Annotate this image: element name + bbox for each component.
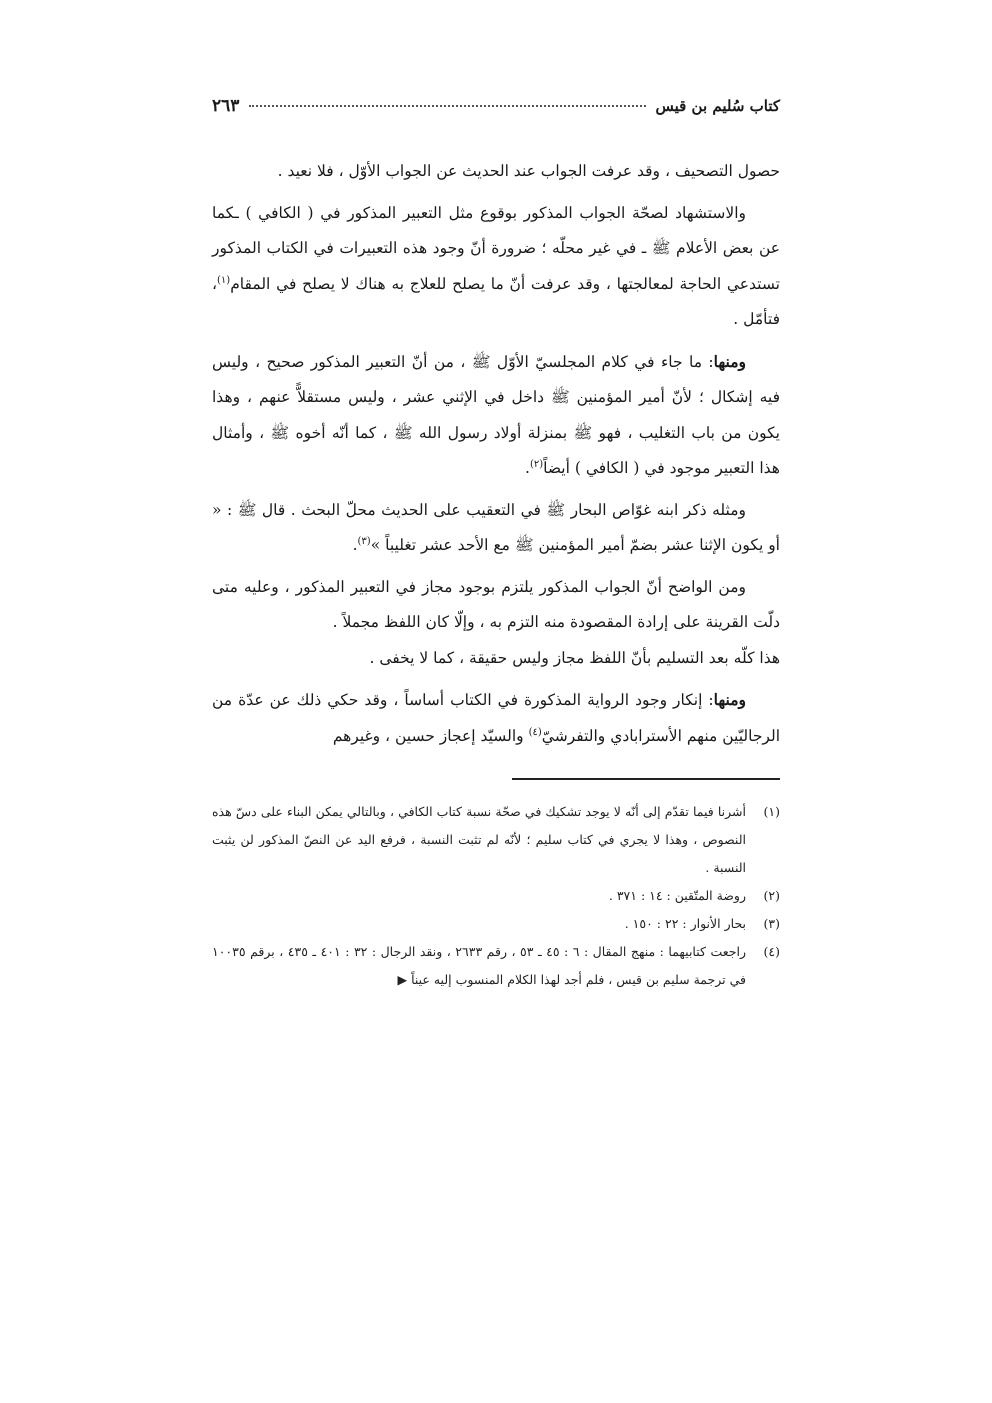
running-header — [212, 96, 780, 132]
paragraph-7: ومنها: إنكار وجود الرواية المذكورة في الكتاب أساساً ، وقد حكي ذلك عن عدّة من الرجاليّين منهم الأسترابادي والتفرشيّ$^{(٤)}$ والسيّد إعجاز حسين ، وغيرهم — [212, 690, 780, 745]
footnote-2 — [212, 882, 780, 910]
footnote-ref-2[interactable]: (٢) — [529, 458, 544, 470]
footnote-text: بحار الأنوار : ٢٢ : ١٥٠ . — [624, 916, 746, 931]
page-content — [212, 96, 780, 994]
footnote-ref-1[interactable]: (١) — [217, 274, 231, 286]
footnote-number: (١) — [763, 804, 780, 819]
footnotes — [212, 798, 780, 994]
footnote-ref-3[interactable]: (٣) — [357, 535, 371, 547]
paragraph-1: حصول التصحيف ، وقد عرفت الجواب عند الحديث عن الجواب الأوّل ، فلا نعيد . — [277, 162, 780, 180]
keyword-minha: ومنها — [713, 690, 746, 709]
footnote-text: روضة المتّقين : ١٤ : ٣٧١ . — [608, 888, 746, 903]
footnote-text: راجعت كتابيهما : منهج المقال : ٦ : ٤٥ ـ ٥٣ ، رقم ٢٦٣٣ ، ونقد الرجال : ٣٢ : ٤٠١ ـ ٤٣٥ ، برقم ١٠٠٣٥ في ترجمة سليم بن قيس ، فلم أجد لهذا الكلام المنسوب إليه عيناً ▶ — [212, 944, 746, 987]
footnote-4 — [212, 938, 780, 994]
paragraph-2: والاستشهاد لصحّة الجواب المذكور بوقوع مثل التعبير المذكور في ( الكافي ) ـكما عن بعض الأعلام ﷺ ـ في غير محلّه ؛ ضرورة أنّ وجود هذه التعبيرات في الكتاب المذكور تستدعي الحاجة لمعالجتها ، وقد عرفت أنّ ما يصلح للعلاج به هناك لا يصلح في المقام$^{(١)}$، فتأمّل . — [212, 203, 780, 328]
footnote-text: أشرنا فيما تقدّم إلى أنّه لا يوجد تشكيك في صحّة نسبة كتاب الكافي ، وبالتالي يمكن البناء على دسّ هذه النصوص ، وهذا لا يجري في كتاب سليم ؛ لأنّه لم تثبت النسبة ، فرفع اليد عن النصّ المذكور لن يثبت النسبة . — [212, 804, 746, 875]
paragraph-5: ومن الواضح أنّ الجواب المذكور يلتزم بوجود مجاز في التعبير المذكور ، وعليه متى دلّت القرينة على إرادة المقصودة منه التزم به ، وإلّا كان اللفظ مجملاً . — [212, 577, 780, 631]
main-text — [212, 154, 780, 754]
footnote-ref-4[interactable]: (٤) — [528, 726, 542, 738]
footnote-number: (٢) — [763, 888, 780, 903]
footnote-divider — [512, 778, 780, 780]
footnote-number: (٤) — [763, 944, 780, 959]
header-leader-dots — [249, 105, 645, 107]
page-number: ٢٦٣ — [212, 96, 240, 116]
footnote-1 — [212, 798, 780, 882]
paragraph-3: ومنها: ما جاء في كلام المجلسيّ الأوّل ﷺ ، من أنّ التعبير المذكور صحيح ، وليس فيه إشكال ؛ لأنّ أمير المؤمنين ﷺ داخل في الإثني عشر ، وليس مستقلاًّ عنهم ، وهذا يكون من باب التغليب ، فهو ﷺ بمنزلة أولاد رسول الله ﷺ ، كما أنّه أخوه ﷺ ، وأمثال هذا التعبير موجود في ( الكافي ) أيضاً$^{(٢)}$. — [212, 351, 780, 477]
footnote-3 — [212, 910, 780, 938]
footnote-number: (٣) — [763, 916, 780, 931]
paragraph-4: ومثله ذكر ابنه غوّاص البحار ﷺ في التعقيب على الحديث محلّ البحث . قال ﷺ : « أو يكون الإثنا عشر بضمّ أمير المؤمنين ﷺ مع الأحد عشر تغليباً »$^{(٣)}$. — [212, 500, 780, 554]
keyword-minha: ومنها — [713, 351, 746, 371]
book-title: كتاب سُليم بن قيس — [655, 97, 780, 115]
paragraph-6: هذا كلّه بعد التسليم بأنّ اللفظ مجاز وليس حقيقة ، كما لا يخفى . — [369, 648, 780, 667]
